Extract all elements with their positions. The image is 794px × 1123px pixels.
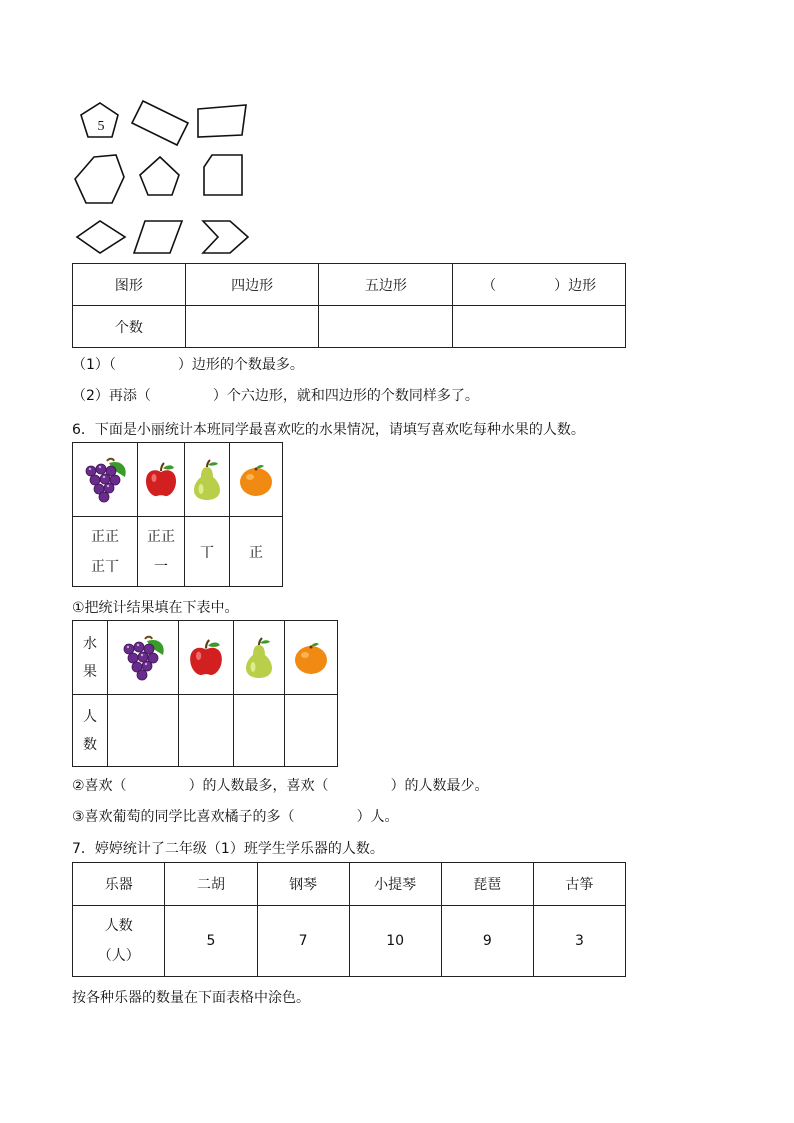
grapes-icon xyxy=(119,635,167,681)
fruit-count-table xyxy=(72,620,338,767)
header-violin: 小提琴 xyxy=(349,863,441,906)
row-label-fruit: 水 果 xyxy=(73,621,108,695)
header-guzheng: 古筝 xyxy=(533,863,625,906)
answer-apple[interactable] xyxy=(179,695,234,767)
shape-quad-cut xyxy=(204,155,242,195)
apple-icon xyxy=(144,462,178,498)
instrument-table xyxy=(72,862,626,977)
row-label-count: 个数 xyxy=(73,306,186,348)
header-instrument: 乐器 xyxy=(73,863,165,906)
tally-apple: 正正 一 xyxy=(138,517,185,587)
count-grapes-cell xyxy=(108,621,179,695)
answer-orange[interactable] xyxy=(285,695,338,767)
value-guzheng: 3 xyxy=(533,906,625,977)
value-erhu: 5 xyxy=(165,906,257,977)
q7-footer: 按各种乐器的数量在下面表格中涂色。 xyxy=(72,990,310,1006)
q6-sub1: ①把统计结果填在下表中。 xyxy=(72,600,239,616)
value-pipa: 9 xyxy=(441,906,533,977)
answer-grapes[interactable] xyxy=(108,695,179,767)
row-label-people: 人 数 xyxy=(73,695,108,767)
value-violin: 10 xyxy=(349,906,441,977)
header-pipa: 琵琶 xyxy=(441,863,533,906)
shape-arrow-hexagon xyxy=(203,221,248,253)
answer-cell-blank[interactable] xyxy=(453,306,626,348)
header-pentagon: 五边形 xyxy=(319,264,453,306)
header-blank-open: （ xyxy=(482,277,497,294)
header-erhu: 二胡 xyxy=(165,863,257,906)
value-piano: 7 xyxy=(257,906,349,977)
grapes-icon xyxy=(81,457,129,503)
header-quadrilateral: 四边形 xyxy=(185,264,319,306)
q5-sub2: （2）再添（ ）个六边形，就和四边形的个数同样多了。 xyxy=(72,388,479,404)
orange-icon xyxy=(238,463,274,497)
q6-title: 6．下面是小丽统计本班同学最喜欢吃的水果情况，请填写喜欢吃每种水果的人数。 xyxy=(72,422,585,438)
shape-rectangle-tilted xyxy=(132,101,188,145)
count-apple-cell xyxy=(179,621,234,695)
q5-sub1: （1）（ ）边形的个数最多。 xyxy=(72,357,304,373)
header-shape: 图形 xyxy=(73,264,186,306)
tally-pear-cell xyxy=(185,443,230,517)
answer-cell-quadrilateral[interactable] xyxy=(185,306,319,348)
tally-orange-cell xyxy=(230,443,283,517)
q7-title: 7．婷婷统计了二年级（1）班学生学乐器的人数。 xyxy=(72,841,384,857)
shape-trapezoid xyxy=(198,105,246,137)
shape-count-table xyxy=(72,263,626,348)
tally-grapes-cell xyxy=(73,443,138,517)
tally-pear: 丅 xyxy=(185,517,230,587)
shape-parallelogram xyxy=(134,221,182,253)
header-piano: 钢琴 xyxy=(257,863,349,906)
count-pear-cell xyxy=(234,621,285,695)
tally-grapes: 正正 正丅 xyxy=(73,517,138,587)
shape-rhombus xyxy=(77,221,125,253)
answer-cell-pentagon[interactable] xyxy=(319,306,453,348)
shape-pentagon xyxy=(140,157,179,195)
q6-sub2: ②喜欢（ ）的人数最多，喜欢（ ）的人数最少。 xyxy=(72,778,489,794)
answer-pear[interactable] xyxy=(234,695,285,767)
tally-orange: 正 xyxy=(230,517,283,587)
shape-hexagon xyxy=(75,155,124,203)
fruit-tally-table xyxy=(72,442,283,587)
shapes-figure xyxy=(72,95,262,260)
header-blank-close: ）边形 xyxy=(554,277,597,294)
pentagon-number: 5 xyxy=(97,119,105,134)
header-blank-polygon xyxy=(453,264,626,306)
count-orange-cell xyxy=(285,621,338,695)
tally-apple-cell xyxy=(138,443,185,517)
pear-icon xyxy=(244,637,274,679)
row-label-people-count: 人数 （人） xyxy=(73,906,165,977)
apple-icon xyxy=(188,639,224,677)
q6-sub3: ③喜欢葡萄的同学比喜欢橘子的多（ ）人。 xyxy=(72,809,399,825)
pear-icon xyxy=(192,459,222,501)
orange-icon xyxy=(293,641,329,675)
